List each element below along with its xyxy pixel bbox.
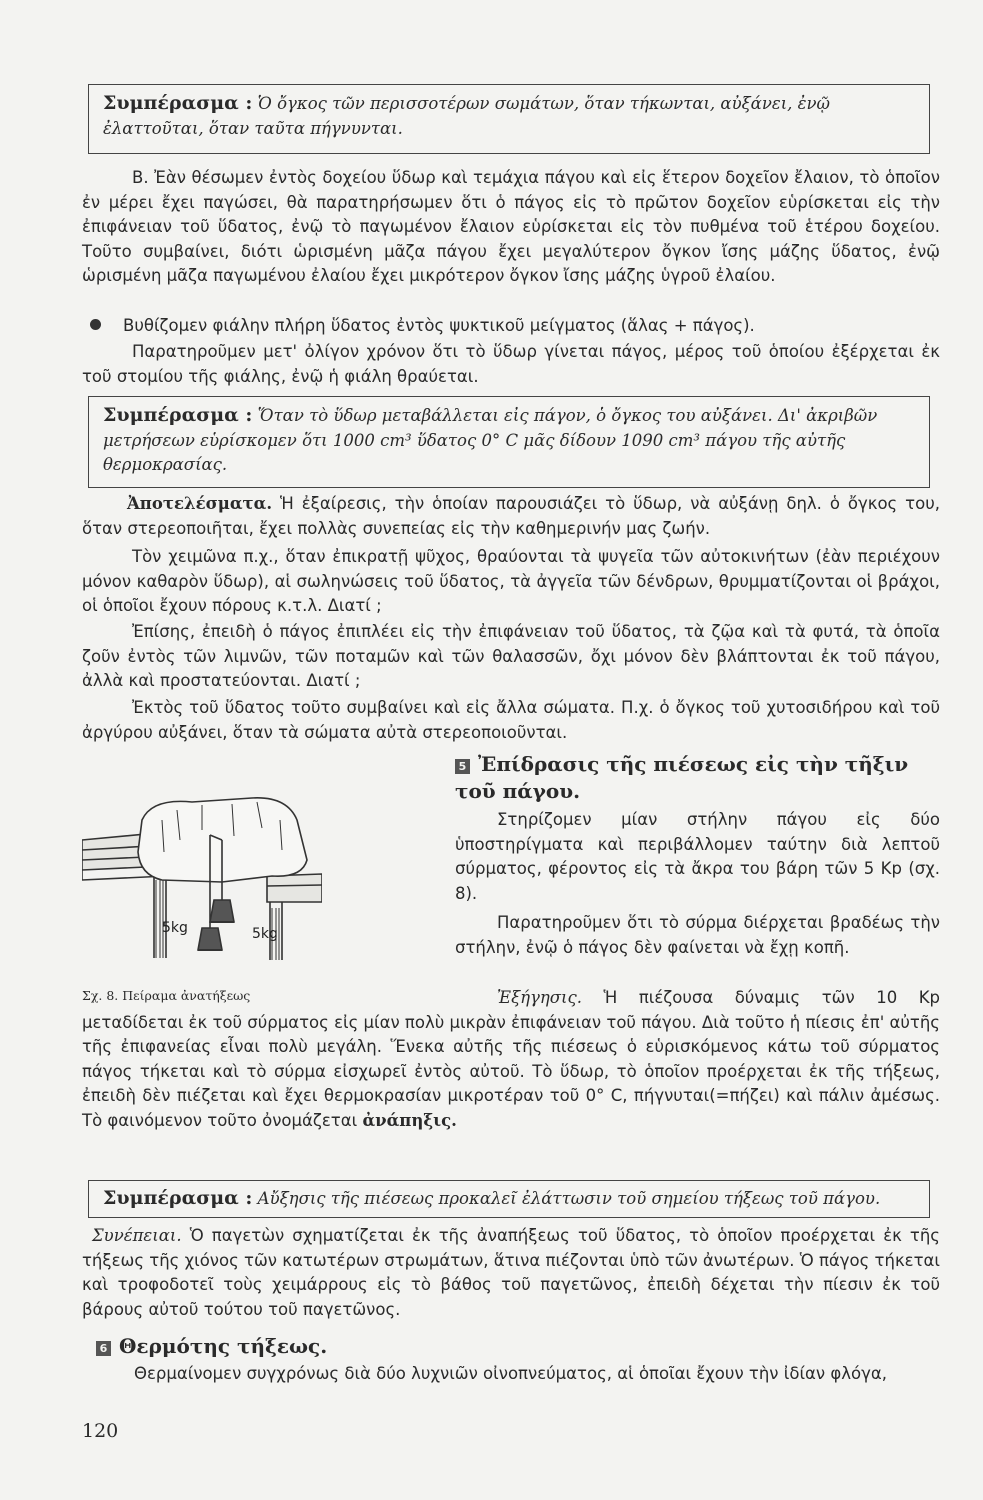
results-text: Ἡ ἐξαίρεσις, τὴν ὁποίαν παρουσιάζει τὸ ὕδωρ, νὰ αὐξάνῃ δηλ. ὁ ὄγκος του, ὅταν στερεοποιῆται, ἔχει πολλὰς συνεπείας εἰς τὴν καθημερινήν μας ζωήν. <box>82 494 940 538</box>
conclusion-label: Συμπέρασμα : <box>103 92 253 114</box>
results-paragraph <box>82 492 940 541</box>
conclusion-label: Συμπέρασμα : <box>103 404 253 426</box>
wire-paragraph: Παρατηροῦμεν ὅτι τὸ σύρμα διέρχεται βραδέως τὴν στήλην, ἐνῷ ὁ πάγος δὲν φαίνεται νὰ ἔχῃ κοπῆ. <box>455 913 940 957</box>
bullet-line <box>82 314 940 339</box>
weight-label-left: 5kg <box>162 920 188 936</box>
support-paragraph: Στηρίζομεν μίαν στήλην πάγου εἰς δύο ὑποστηρίγματα καὶ περιβάλλομεν ταύτην διὰ λεπτοῦ σύρματος, φέροντος εἰς τὰ ἄκρα του βάρη τῶν 5 Kp (σχ. 8). <box>455 810 940 903</box>
weight-label-right: 5kg <box>252 926 278 942</box>
consequences-paragraph <box>82 1224 940 1322</box>
conclusion-box-3 <box>88 1180 930 1218</box>
bullet-icon <box>90 319 101 330</box>
consequences-label: Συνέπειαι. <box>92 1226 182 1245</box>
conclusion-label: Συμπέρασμα : <box>103 1187 253 1209</box>
also-paragraph: Ἐπίσης, ἐπειδὴ ὁ πάγος ἐπιπλέει εἰς τὴν ἐπιφάνειαν τοῦ ὕδατος, τὰ ζῷα καὶ τὰ φυτά, τὰ ὁποῖα ζοῦν ἐντὸς τῶν λιμνῶν, τῶν ποταμῶν καὶ τῶν θαλασσῶν, ὄχι μόνον δὲν βλάπτονται ἐκ τοῦ πάγου, ἀλλὰ καὶ προστατεύονται. Διατί ; <box>82 622 940 690</box>
section-6-heading <box>96 1333 327 1360</box>
explanation-term: ἀνάπηξις. <box>362 1110 457 1130</box>
winter-paragraph: Τὸν χειμῶνα π.χ., ὅταν ἐπικρατῇ ψῦχος, θραύονται τὰ ψυγεῖα τῶν αὐτοκινήτων (ἐὰν περιέχουν μόνον καθαρὸν ὕδωρ), αἱ σωληνώσεις τοῦ ὕδατος, τὰ ἀγγεῖα τῶν δένδρων, θρυμματίζονται οἱ βράχοι, οἱ ὁποῖοι ἔχουν πόρους κ.τ.λ. Διατί ; <box>82 547 940 615</box>
explanation-text: Ἡ πιέζουσα δύναμις τῶν 10 Kp μεταδίδεται ἐκ τοῦ σύρματος εἰς μίαν πολὺ μικρὰν ἐπιφάνειαν τοῦ πάγου. Διὰ τοῦτο ἡ πίεσις ἐπ' αὐτῆς τῆς ἐπιφανείας εἶναι πολὺ μεγάλη. Ἕνεκα αὐτῆς τῆς πιέσεως ὁ εὑρισκόμενος κάτω τοῦ σύρματος πάγος τήκεται καὶ τὸ σύρμα εἰσχωρεῖ ἐντὸς αὐτοῦ. Τὸ ὕδωρ, τὸ ὁποῖον προέρχεται ἐκ τῆς τήξεως, ἐπειδὴ δὲν πιέζεται καὶ ἔχει θερμοκρασίαν μικροτέραν τοῦ 0° C, πήγνυται(=πήζει) καὶ πάλιν ἀμέσως. Τὸ φαινόμενον τοῦτο ὀνομάζεται <box>82 988 940 1130</box>
section-number-icon: 6 <box>96 1341 111 1356</box>
conclusion-box-2 <box>88 396 930 488</box>
consequences-text: Ὁ παγετὼν σχηματίζεται ἐκ τῆς ἀναπήξεως τοῦ ὕδατος, τὸ ὁποῖον προέρχεται ἐκ τῆς τήξεως τῆς χιόνος τῶν κατωτέρων στρωμάτων, ἅτινα πιέζονται ὑπὸ τῶν ἀνωτέρων. Ὁ πάγος τήκεται καὶ τροφοδοτεῖ τοὺς χειμάρρους εἰς τὸ βάθος τοῦ παγετῶνος, ἐπειδὴ δέχεται τὴν πίεσιν ἐκ τοῦ βάρους αὐτοῦ τούτου τοῦ παγετῶνος. <box>82 1226 940 1319</box>
conclusion-box-1 <box>88 84 930 154</box>
conclusion-text: Ὅταν τὸ ὕδωρ μεταβάλλεται εἰς πάγον, ὁ ὄγκος του αὐξάνει. Δι' ἀκριβῶν μετρήσεων εὑρίσκομεν ὅτι 1000 cm³ ὕδατος 0° C μᾶς δίδουν 1090 cm³ πάγου τῆς αὐτῆς θερμοκρασίας. <box>103 406 878 474</box>
section-title: Θερμότης τήξεως. <box>119 1334 328 1358</box>
section-title: Ἐπίδρασις τῆς πιέσεως εἰς τὴν τῆξιν τοῦ πάγου. <box>455 752 909 803</box>
last-paragraph: Θερμαίνομεν συγχρόνως διὰ δύο λυχνιῶν οἰνοπνεύματος, αἱ ὁποῖαι ἔχουν τὴν ἰδίαν φλόγα, <box>134 1364 887 1383</box>
conclusion-text: Ὁ ὄγκος τῶν περισσοτέρων σωμάτων, ὅταν τήκωνται, αὐξάνει, ἐνῷ ἐλαττοῦται, ὅταν ταῦτα πήγνυνται. <box>103 94 831 138</box>
paragraph-b: Β. Ἐὰν θέσωμεν ἐντὸς δοχείου ὕδωρ καὶ τεμάχια πάγου καὶ εἰς ἕτερον δοχεῖον ἔλαιον, τὸ ὁποῖον ἐν μέρει ἔχει παγώσει, θὰ παρατηρήσωμεν ὅτι ὁ πάγος εἰς τὸ πρῶτον δοχεῖον εὑρίσκεται εἰς τὴν ἐπιφάνειαν τοῦ ὕδατος, ἐνῷ τὸ παγωμένον ἔλαιον εὑρίσκεται εἰς τὸν πυθμένα τοῦ ἑτέρου δοχείου. Τοῦτο συμβαίνει, διότι ὡρισμένη μᾶζα πάγου ἔχει μεγαλύτερον ὄγκον ἴσης μάζης ὕδατος, ἐνῷ ὡρισμένη μᾶζα παγωμένου ἐλαίου ἔχει μικρότερον ὄγκον ἴσης μάζης ὑγροῦ ἐλαίου. <box>82 168 940 285</box>
figure-8 <box>82 790 322 980</box>
observe-paragraph: Παρατηροῦμεν μετ' ὀλίγον χρόνον ὅτι τὸ ὕδωρ γίνεται πάγος, μέρος τοῦ ὁποίου ἐξέρχεται ἐκ τοῦ στομίου τῆς φιάλης, ἐνῷ ἡ φιάλη θραύεται. <box>82 342 940 386</box>
page-number: 120 <box>82 1420 119 1442</box>
figure-caption: Σχ. 8. Πείραμα ἀνατήξεως <box>82 988 251 1003</box>
section-number-icon: 5 <box>455 759 470 774</box>
explanation-label: Ἐξήγησις. <box>497 988 583 1007</box>
section-5-heading <box>455 751 940 805</box>
conclusion-text: Αὔξησις τῆς πιέσεως προκαλεῖ ἐλάττωσιν τοῦ σημείου τήξεως τοῦ πάγου. <box>252 1189 881 1208</box>
besides-paragraph: Ἐκτὸς τοῦ ὕδατος τοῦτο συμβαίνει καὶ εἰς ἄλλα σώματα. Π.χ. ὁ ὄγκος τοῦ χυτοσιδήρου καὶ τοῦ ἀργύρου αὐξάνει, ὅταν τὰ σώματα αὐτὰ στερεοποιοῦνται. <box>82 698 940 742</box>
results-label: Ἀποτελέσματα. <box>127 494 273 513</box>
explanation-paragraph <box>82 986 940 1133</box>
bullet-text: Βυθίζομεν φιάλην πλήρη ὕδατος ἐντὸς ψυκτικοῦ μείγματος (ἅλας + πάγος). <box>123 316 755 335</box>
